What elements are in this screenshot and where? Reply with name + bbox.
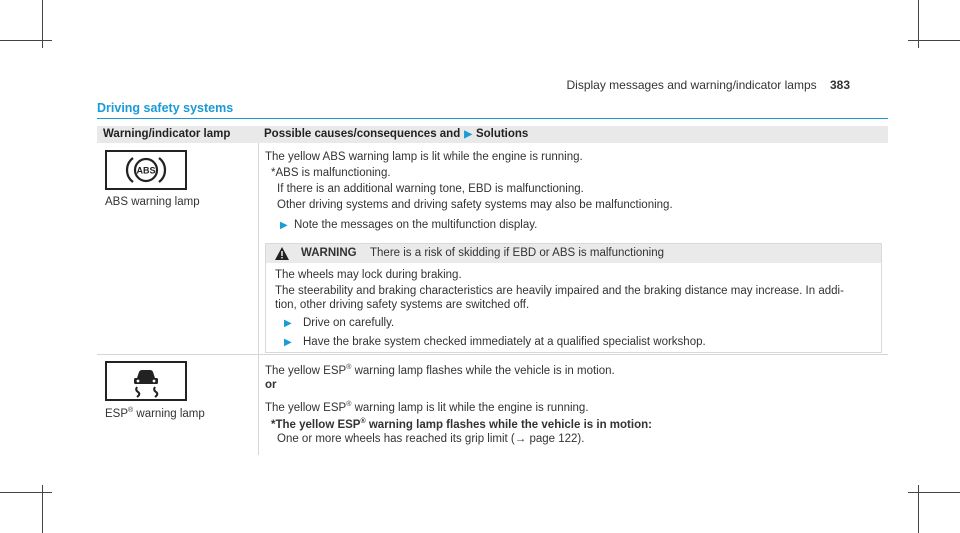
warning-box: [265, 243, 882, 353]
crop-mark: [918, 485, 919, 533]
column-divider: [258, 143, 259, 354]
abs-lamp-label: ABS warning lamp: [105, 196, 200, 208]
esp-line2: [265, 397, 589, 416]
col2-header-solutions: Solutions: [475, 128, 529, 140]
abs-action: Note the messages on the multifunction display.: [294, 219, 538, 231]
abs-line3: Other driving systems and driving safety systems may also be malfunctioning.: [277, 199, 673, 211]
crop-mark: [0, 492, 52, 493]
section-rule: [97, 118, 888, 119]
page-reference-arrow-icon: →: [514, 433, 527, 445]
registered-mark: ®: [360, 418, 366, 425]
warning-line2: The steerability and braking characteristics are heavily impaired and the braking distance may increase. In addi-: [275, 285, 844, 297]
play-arrow-icon: ▶: [464, 129, 472, 140]
esp-bullet: [271, 414, 652, 433]
action-arrow-icon: ▶: [284, 318, 292, 329]
table-header: [97, 126, 888, 143]
esp-line3: [277, 432, 584, 447]
crop-mark: [908, 492, 960, 493]
warning-action2: Have the brake system checked immediately at a qualified specialist workshop.: [303, 336, 706, 348]
page-reference-link[interactable]: page 122).: [529, 433, 585, 445]
abs-bullet: *ABS is malfunctioning.: [271, 167, 391, 179]
crop-mark: [918, 0, 919, 48]
crop-mark: [42, 485, 43, 533]
running-header: [567, 78, 851, 92]
esp-line1: [265, 360, 615, 379]
crop-mark: [42, 0, 43, 48]
col2-header: [264, 128, 528, 140]
crop-mark: [908, 40, 960, 41]
row-divider: [97, 354, 888, 355]
warning-action1: Drive on carefully.: [303, 317, 395, 329]
esp-line2a: The yellow ESP: [265, 401, 347, 414]
esp-label-a: ESP: [105, 407, 129, 420]
esp-line3a: One or more wheels has reached its grip limit (: [277, 433, 515, 445]
esp-line1b: warning lamp flashes while the vehicle is in motion.: [354, 364, 615, 377]
warning-line1: The wheels may lock during braking.: [275, 269, 462, 281]
esp-line2b: warning lamp is lit while the engine is running.: [354, 401, 589, 414]
col2-header-text: Possible causes/consequences and: [264, 128, 461, 140]
warning-title: WARNING: [301, 247, 357, 259]
warning-header: [266, 244, 881, 263]
registered-mark: ®: [346, 364, 352, 371]
abs-line1: The yellow ABS warning lamp is lit while the engine is running.: [265, 151, 583, 163]
esp-label-b: warning lamp: [136, 407, 205, 420]
running-title: Display messages and warning/indicator lamps: [566, 78, 817, 92]
section-title: Driving safety systems: [97, 101, 234, 115]
column-divider: [258, 355, 259, 455]
warning-line3: tion, other driving safety systems are switched off.: [275, 299, 530, 311]
warning-triangle-icon: [275, 247, 289, 265]
abs-line2: If there is an additional warning tone, EBD is malfunctioning.: [277, 183, 584, 195]
col1-header: Warning/indicator lamp: [103, 128, 231, 140]
action-arrow-icon: ▶: [280, 220, 288, 231]
registered-mark: ®: [128, 407, 134, 414]
action-arrow-icon: ▶: [284, 337, 292, 348]
esp-lamp-label: [105, 407, 205, 420]
esp-warning-lamp-icon: [105, 361, 187, 401]
registered-mark: ®: [346, 401, 352, 408]
svg-text:ABS: ABS: [136, 165, 156, 176]
esp-or: or: [265, 379, 277, 391]
crop-mark: [0, 40, 52, 41]
page-number: 383: [829, 78, 850, 92]
esp-line1a: The yellow ESP: [265, 364, 347, 377]
esp-bullet-a: *The yellow ESP: [271, 418, 361, 431]
warning-text: There is a risk of skidding if EBD or ABS is malfunctioning: [370, 247, 665, 259]
esp-bullet-b: warning lamp flashes while the vehicle is in motion:: [368, 418, 652, 431]
abs-warning-lamp-icon: [105, 150, 187, 190]
